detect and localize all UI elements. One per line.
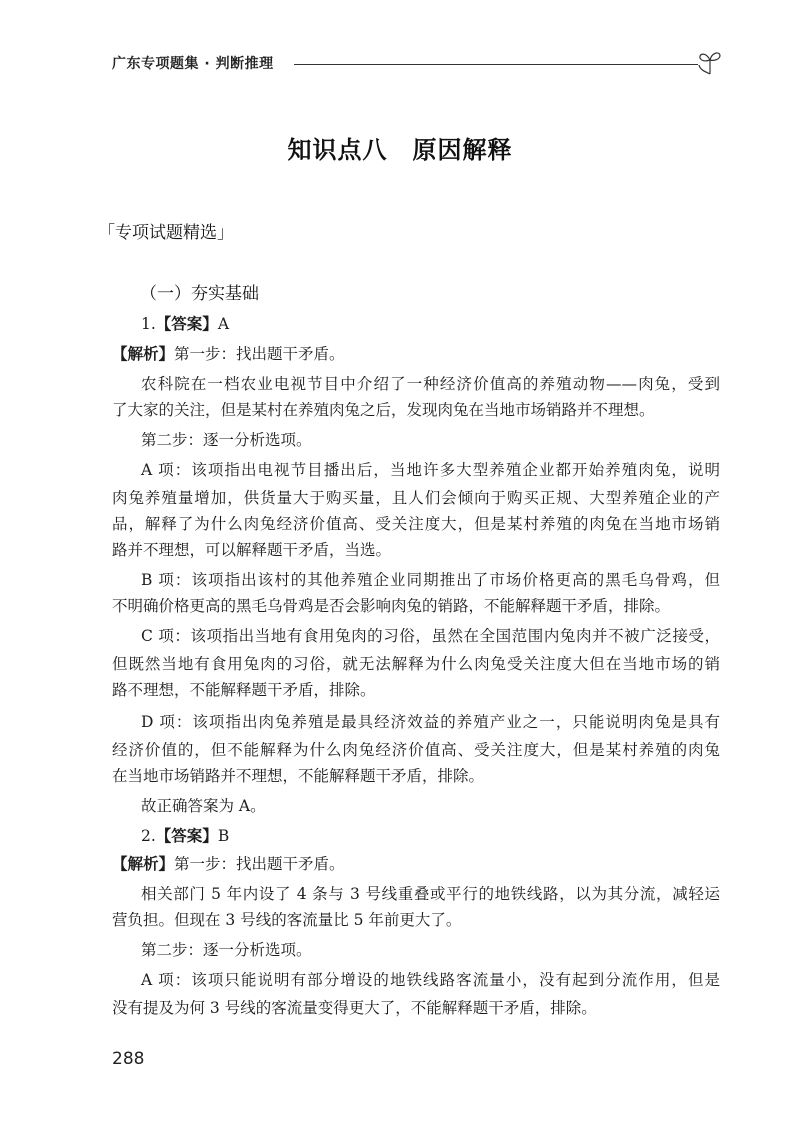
q2-answer-label: 【答案】	[155, 827, 218, 845]
q1-option-a-line-2: 肉兔养殖量增加，供货量大于购买量，且人们会倾向于购买正规、大型养殖企业的产	[112, 489, 720, 507]
q2-analysis-line	[112, 854, 720, 874]
q1-option-a-line-4: 路并不理想，可以解释题干矛盾，当选。	[112, 541, 392, 559]
q1-analysis-line	[112, 344, 720, 364]
q1-answer-line	[141, 314, 720, 334]
q2-answer-value: B	[217, 827, 230, 845]
q1-analysis-label: 【解析】	[112, 345, 175, 363]
sprout-icon	[696, 49, 724, 75]
q1-step1: 第一步：找出题干矛盾。	[174, 345, 345, 363]
running-header	[112, 49, 712, 75]
q1-option-b-line-1: B 项：该项指出该村的其他养殖企业同期推出了市场价格更高的黑毛乌骨鸡，但	[141, 571, 720, 589]
q1-option-c-line-1: C 项：该项指出当地有食用兔肉的习俗，虽然在全国范围内兔肉并不被广泛接受，	[141, 627, 720, 645]
q1-option-b-line-2: 不明确价格更高的黑毛乌骨鸡是否会影响肉兔的销路，不能解释题干矛盾，排除。	[112, 597, 671, 615]
q1-option-d-line-1: D 项：该项指出肉兔养殖是最具经济效益的养殖产业之一，只能说明肉兔是具有	[141, 713, 720, 731]
q1-option-d-line-2: 经济价值的，但不能解释为什么肉兔经济价值高、受关注度大，但是某村养殖的肉兔	[112, 741, 720, 759]
q2-step1: 第一步：找出题干矛盾。	[174, 855, 345, 873]
page-number: 288	[112, 1049, 145, 1069]
subsection-heading: （一）夯实基础	[140, 284, 259, 304]
q2-analysis-label: 【解析】	[112, 855, 175, 873]
q2-stem-line-2: 营负担。但现在 3 号线的客流量比 5 年前更大了。	[112, 911, 462, 929]
q1-option-a-line-3: 品，解释了为什么肉兔经济价值高、受关注度大，但是某村养殖的肉兔在当地市场销	[112, 515, 720, 533]
q1-option-c-line-3: 路不理想，不能解释题干矛盾，排除。	[112, 681, 376, 699]
q1-stem-line-2: 了大家的关注，但是某村在养殖肉兔之后，发现肉兔在当地市场销路并不理想。	[112, 401, 655, 419]
q1-stem-line-1: 农科院在一档农业电视节目中介绍了一种经济价值高的养殖动物——肉兔，受到	[141, 375, 720, 393]
section-heading: 「专项试题精选」	[98, 223, 234, 243]
q2-step2: 第二步：逐一分析选项。	[141, 941, 312, 959]
book-title: 广东专项题集 · 判断推理	[112, 56, 274, 72]
q2-number: 2.	[141, 827, 156, 845]
header-rule	[294, 64, 698, 65]
q1-option-c-line-2: 但既然当地有食用兔肉的习俗，就无法解释为什么肉兔受关注度大但在当地市场的销	[112, 655, 720, 673]
q2-stem-line-1: 相关部门 5 年内设了 4 条与 3 号线重叠或平行的地铁线路，以为其分流，减轻运	[141, 885, 720, 903]
q2-option-a-line-1: A 项：该项只能说明有部分增设的地铁线路客流量小，没有起到分流作用，但是	[141, 971, 720, 989]
q2-option-a-line-2: 没有提及为何 3 号线的客流量变得更大了，不能解释题干矛盾，排除。	[112, 999, 597, 1017]
q1-step2: 第二步：逐一分析选项。	[141, 431, 312, 449]
q1-number: 1.	[141, 315, 156, 333]
chapter-title: 知识点八 原因解释	[287, 136, 513, 164]
q1-option-a-line-1: A 项：该项指出电视节目播出后，当地许多大型养殖企业都开始养殖肉兔，说明	[141, 461, 720, 479]
q2-answer-line	[141, 826, 720, 846]
q1-conclusion: 故正确答案为 A。	[141, 797, 266, 815]
q1-answer-label: 【答案】	[155, 315, 218, 333]
q1-option-d-line-3: 在当地市场销路并不理想，不能解释题干矛盾，排除。	[112, 767, 485, 785]
q1-answer-value: A	[217, 315, 230, 333]
